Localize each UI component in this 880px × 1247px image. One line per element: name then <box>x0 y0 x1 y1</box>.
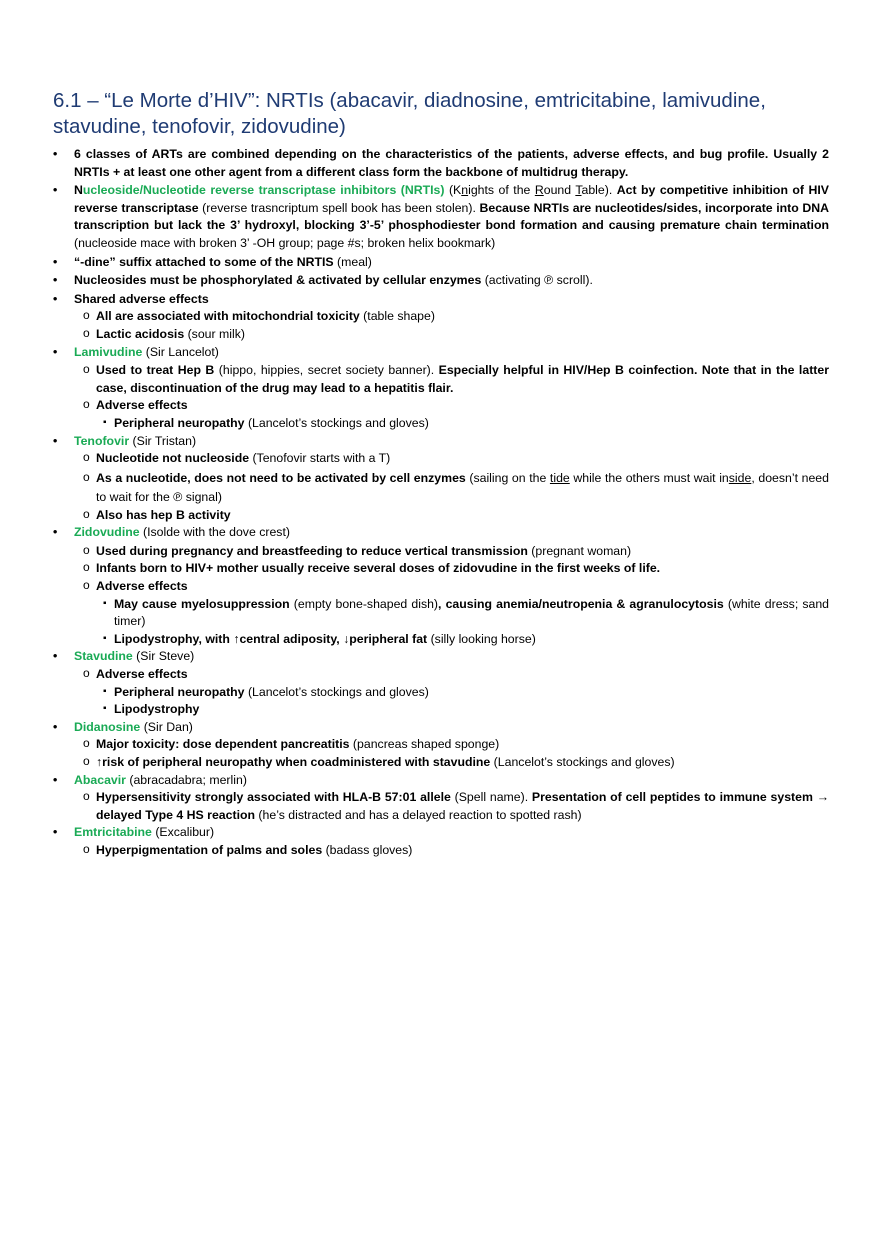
item-text: (Sir Steve) <box>132 649 195 664</box>
item-text: (pancreas shaped sponge) <box>349 737 500 752</box>
sub-item <box>53 469 829 507</box>
drug-name: Emtricitabine <box>74 825 152 840</box>
sub-item <box>53 789 829 824</box>
item-text: All are associated with mitochondrial toxicity <box>96 309 360 324</box>
item-text: Infants born to HIV+ mother usually receive several doses of zidovudine in the first weeks of life. <box>96 561 661 576</box>
sub-item <box>53 754 829 772</box>
item-text: (hippo, hippies, secret society banner). <box>214 363 439 378</box>
sub-sub-item <box>53 415 829 433</box>
item-text: Hyperpigmentation of palms and soles <box>96 842 323 857</box>
underlined-text: side <box>728 470 752 485</box>
item-text: (reverse trasncriptum spell book has been stolen). <box>198 200 480 215</box>
list-item-tenofovir <box>53 433 829 525</box>
item-text: Nucleotide not nucleoside <box>96 451 250 466</box>
sub-item <box>53 578 829 648</box>
item-text: ound <box>543 183 576 198</box>
drug-name: Tenofovir <box>74 433 130 448</box>
item-text: , causing anemia/neutropenia & agranulocytosis <box>438 596 724 611</box>
underlined-text: T <box>575 183 582 198</box>
sub-sub-item <box>53 631 829 649</box>
underlined-text: n <box>461 183 469 198</box>
item-text: Adverse effects <box>96 667 188 682</box>
item-text: ↑risk of peripheral neuropathy when coadministered with stavudine <box>96 755 491 769</box>
list-item-emtricitabine <box>53 824 829 859</box>
drug-class-name: ucleoside/Nucleotide reverse transcriptase inhibitors (NRTIs) <box>82 183 445 198</box>
item-text: Lipodystrophy, with ↑central adiposity, ↓peripheral fat <box>114 631 428 646</box>
item-text: Used to treat Hep B <box>96 363 215 378</box>
item-text: Hypersensitivity strongly associated with HLA-B 57:01 allele <box>96 790 451 805</box>
item-text: “-dine” suffix attached to some of the NRTIS <box>74 254 334 269</box>
item-text: (silly looking horse) <box>427 631 536 646</box>
item-text: (he’s distracted and has a delayed reaction to spotted rash) <box>255 807 582 822</box>
sub-item <box>53 666 829 719</box>
item-text: (abracadabra; merlin) <box>125 772 247 787</box>
drug-name: Didanosine <box>74 719 141 734</box>
sub-item <box>53 543 829 561</box>
drug-name: Stavudine <box>74 649 133 664</box>
item-text: (activating ℗ scroll). <box>481 273 593 288</box>
list-item-lamivudine <box>53 344 829 433</box>
item-text: able). <box>581 183 617 198</box>
item-text: Adverse effects <box>96 398 188 413</box>
list-item-art-classes <box>53 146 829 181</box>
item-text: (Excalibur) <box>151 825 215 840</box>
underlined-text: tide <box>549 470 570 485</box>
list-item-didanosine <box>53 719 829 772</box>
item-text: N <box>74 183 83 198</box>
underlined-text: R <box>534 183 544 198</box>
item-text: (sour milk) <box>184 326 245 341</box>
sub-item <box>53 507 829 525</box>
item-text: (Tenofovir starts with a T) <box>249 451 391 466</box>
item-text: Presentation of cell peptides to immune system → delayed Type 4 HS reaction <box>96 790 829 822</box>
drug-name: Abacavir <box>74 772 126 787</box>
item-text: Lipodystrophy <box>114 702 200 717</box>
item-text: , doesn’t need to wait for the ℗ signal) <box>96 470 829 504</box>
drug-name: Lamivudine <box>74 344 143 359</box>
item-text: May cause myelosuppression <box>114 596 290 611</box>
item-text: while the others must wait in <box>569 470 729 485</box>
list-item-dine-suffix <box>53 254 829 272</box>
sub-sub-item <box>53 684 829 702</box>
list-item-abacavir <box>53 772 829 825</box>
item-text: (pregnant woman) <box>527 543 632 558</box>
item-text: Lactic acidosis <box>96 326 185 341</box>
item-text: Especially helpful in HIV/Hep B coinfection. Note that in the latter case, discontinuation of the drug may lead to a hepatitis flair. <box>96 363 830 395</box>
drug-name: Zidovudine <box>74 525 140 540</box>
item-text: Act by competitive inhibition of HIV reverse transcriptase <box>74 183 829 215</box>
list-item-zidovudine <box>53 524 829 648</box>
sub-item <box>53 736 829 754</box>
sub-item <box>53 397 829 432</box>
item-text: Shared adverse effects <box>74 291 209 306</box>
sub-item <box>53 560 829 578</box>
item-text: (table shape) <box>359 309 435 324</box>
item-text: (nucleoside mace with broken 3’ -OH group; page #s; broken helix bookmark) <box>74 235 496 250</box>
item-text: Used during pregnancy and breastfeeding to reduce vertical transmission <box>96 543 528 558</box>
sub-sub-item <box>53 701 829 719</box>
sub-item <box>53 326 829 344</box>
document-page <box>53 88 829 860</box>
item-text: Peripheral neuropathy <box>114 415 245 430</box>
sub-sub-item <box>53 596 829 631</box>
item-text: (Sir Dan) <box>140 719 193 734</box>
item-text: (Isolde with the dove crest) <box>139 525 290 540</box>
item-text: (Sir Tristan) <box>129 433 197 448</box>
list-item-shared-adverse-effects <box>53 291 829 344</box>
item-text: (empty bone-shaped dish) <box>289 596 439 611</box>
list-item-stavudine <box>53 648 829 718</box>
item-text: (Lancelot’s stockings and gloves) <box>490 755 675 769</box>
item-text: (badass gloves) <box>322 842 413 857</box>
item-text: ights of the <box>468 183 535 198</box>
notes-list <box>53 146 829 860</box>
item-text: Because NRTIs are nucleotides/sides, incorporate into DNA transcription but lack the 3’ hydroxyl, blocking 3’-5’ phosphodiester bond formation and causing premature chain termination <box>74 200 829 233</box>
item-text: Major toxicity: dose dependent pancreatitis <box>96 737 350 752</box>
sub-item <box>53 450 829 468</box>
item-text: Also has hep B activity <box>96 507 231 522</box>
list-item-nrti-definition <box>53 182 829 252</box>
item-text: (Lancelot’s stockings and gloves) <box>244 415 429 430</box>
sub-item <box>53 308 829 326</box>
item-text: (sailing on the <box>465 470 550 485</box>
item-text: 6 classes of ARTs are combined depending on the characteristics of the patients, adverse effects, and bug profile. Usually 2 NRTIs + at least one other agent from a different class form the backbone of multidrug therapy. <box>74 147 829 179</box>
item-text: (meal) <box>333 254 372 269</box>
sub-item <box>53 842 829 860</box>
section-title: 6.1 – “Le Morte d’HIV”: NRTIs (abacavir, diadnosine, emtricitabine, lamivudine, stavudine, tenofovir, zidovudine) <box>53 89 766 138</box>
item-text: Adverse effects <box>96 579 188 594</box>
item-text: (K <box>444 183 462 198</box>
item-text: Peripheral neuropathy <box>114 684 245 699</box>
item-text: (white dress; sand timer) <box>114 596 830 629</box>
item-text: (Spell name). <box>450 790 532 805</box>
item-text: (Sir Lancelot) <box>142 344 219 359</box>
item-text: (Lancelot’s stockings and gloves) <box>244 684 429 699</box>
list-item-phosphorylation <box>53 272 829 290</box>
sub-item <box>53 362 829 397</box>
item-text: As a nucleotide, does not need to be activated by cell enzymes <box>96 470 466 485</box>
item-text: Nucleosides must be phosphorylated & activated by cellular enzymes <box>74 273 482 288</box>
